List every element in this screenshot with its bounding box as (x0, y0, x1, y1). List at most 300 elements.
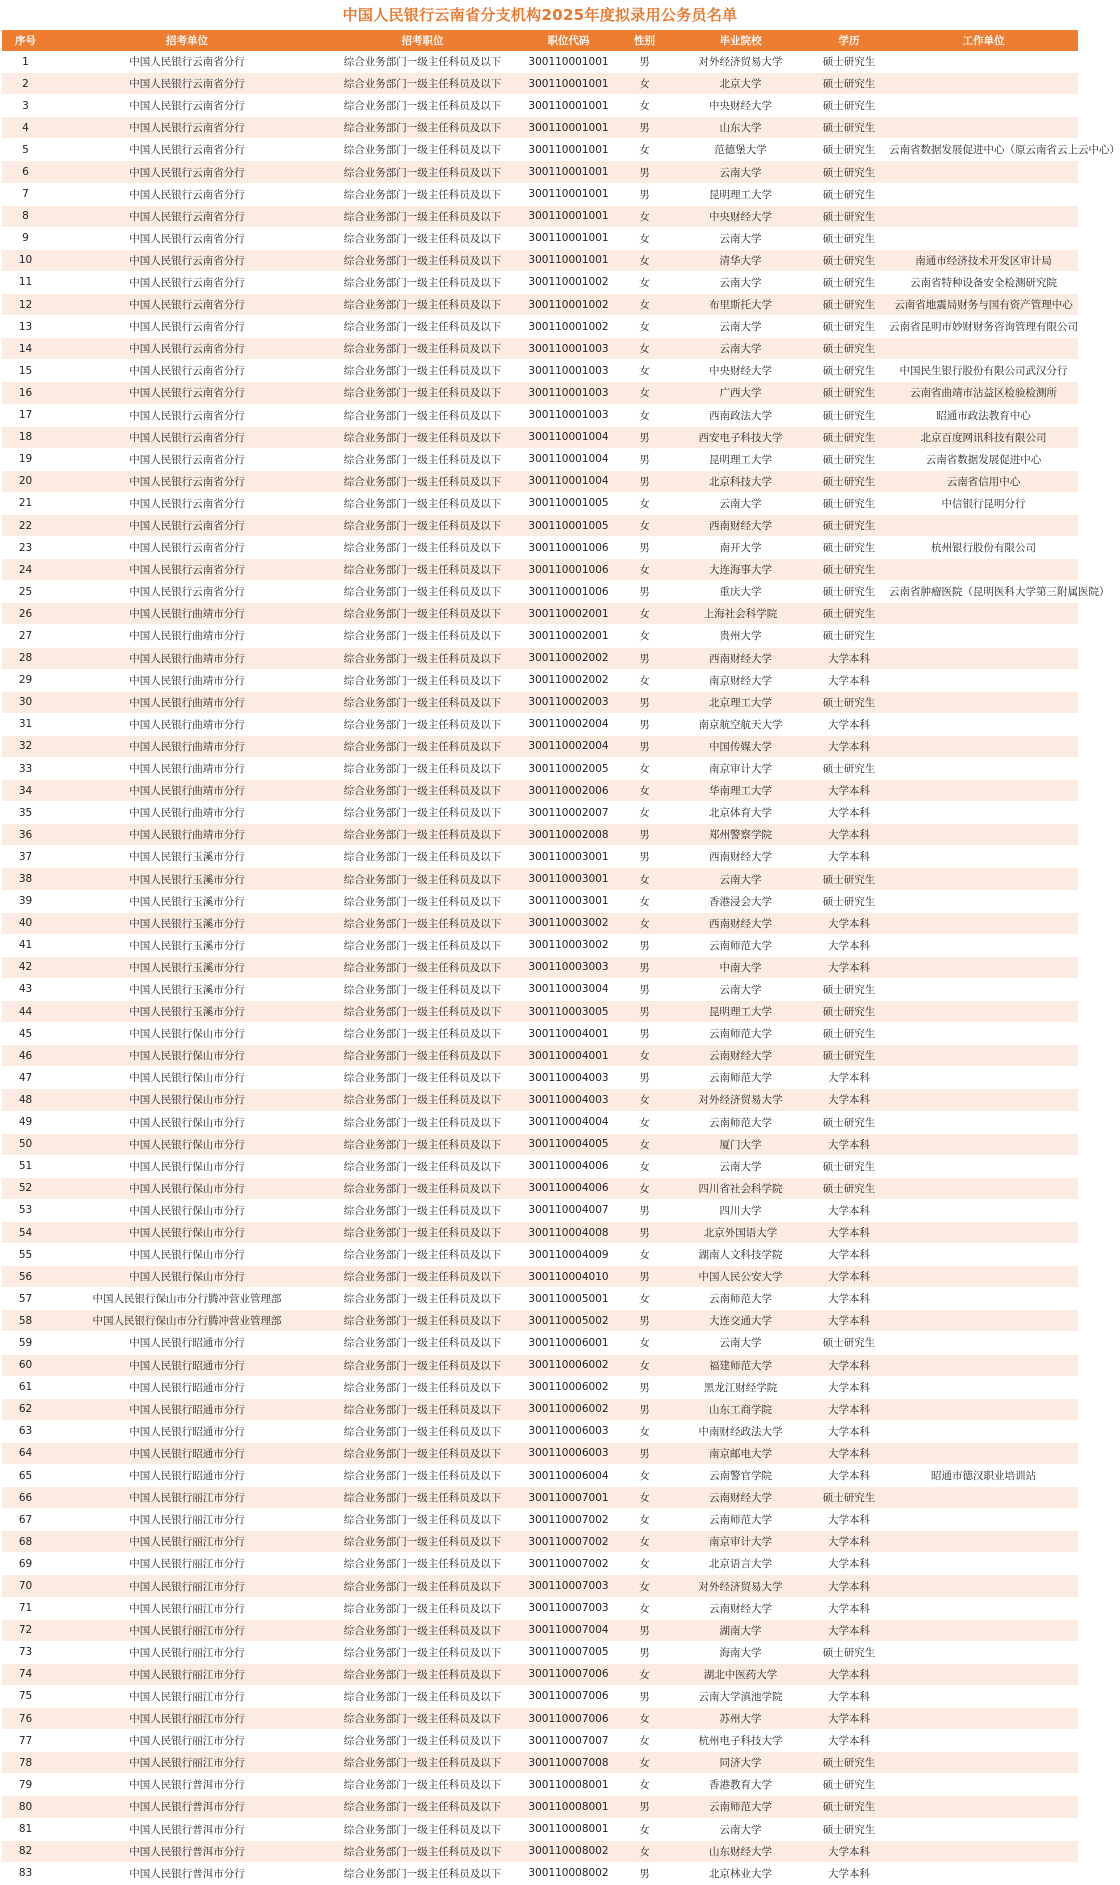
cell-gender: 女 (617, 404, 672, 426)
cell-degree: 大学本科 (809, 1266, 889, 1288)
cell-employer (889, 1177, 1078, 1199)
cell-school: 云南财经大学 (672, 1597, 809, 1619)
table-row (2, 492, 1078, 514)
cell-employer (889, 1089, 1078, 1111)
cell-gender: 女 (617, 1553, 672, 1575)
cell-degree: 大学本科 (809, 802, 889, 824)
cell-index: 2 (2, 73, 49, 95)
cell-gender: 女 (617, 868, 672, 890)
cell-gender: 女 (617, 758, 672, 780)
cell-gender: 男 (617, 846, 672, 868)
cell-position: 综合业务部门一级主任科员及以下 (325, 846, 520, 868)
cell-school: 云南财经大学 (672, 1045, 809, 1067)
cell-code: 300110007008 (520, 1752, 617, 1774)
cell-employer (889, 824, 1078, 846)
cell-position: 综合业务部门一级主任科员及以下 (325, 581, 520, 603)
cell-index: 81 (2, 1818, 49, 1840)
cell-gender: 男 (617, 1023, 672, 1045)
cell-school: 中南财经政法大学 (672, 1420, 809, 1442)
cell-degree: 硕士研究生 (809, 1177, 889, 1199)
cell-code: 300110001001 (520, 139, 617, 161)
cell-gender: 女 (617, 1774, 672, 1796)
cell-code: 300110001005 (520, 492, 617, 514)
cell-unit: 中国人民银行普洱市分行 (49, 1840, 325, 1862)
cell-code: 300110007001 (520, 1487, 617, 1509)
cell-index: 48 (2, 1089, 49, 1111)
table-row (2, 1045, 1078, 1067)
cell-employer (889, 1663, 1078, 1685)
cell-unit: 中国人民银行曲靖市分行 (49, 691, 325, 713)
cell-degree: 硕士研究生 (809, 338, 889, 360)
cell-position: 综合业务部门一级主任科员及以下 (325, 227, 520, 249)
cell-degree: 硕士研究生 (809, 559, 889, 581)
cell-employer (889, 735, 1078, 757)
cell-school: 上海社会科学院 (672, 603, 809, 625)
cell-code: 300110001006 (520, 581, 617, 603)
cell-position: 综合业务部门一级主任科员及以下 (325, 382, 520, 404)
cell-position: 综合业务部门一级主任科员及以下 (325, 1752, 520, 1774)
cell-school: 云南师范大学 (672, 934, 809, 956)
cell-gender: 女 (617, 271, 672, 293)
cell-position: 综合业务部门一级主任科员及以下 (325, 1111, 520, 1133)
table-row (2, 360, 1078, 382)
cell-unit: 中国人民银行云南省分行 (49, 139, 325, 161)
cell-unit: 中国人民银行丽江市分行 (49, 1575, 325, 1597)
cell-position: 综合业务部门一级主任科员及以下 (325, 1796, 520, 1818)
cell-code: 300110001001 (520, 117, 617, 139)
cell-unit: 中国人民银行云南省分行 (49, 360, 325, 382)
cell-employer (889, 978, 1078, 1000)
table-row (2, 1001, 1078, 1023)
cell-unit: 中国人民银行玉溪市分行 (49, 934, 325, 956)
cell-unit: 中国人民银行丽江市分行 (49, 1685, 325, 1707)
cell-code: 300110001001 (520, 161, 617, 183)
cell-employer (889, 1001, 1078, 1023)
cell-position: 综合业务部门一级主任科员及以下 (325, 51, 520, 73)
cell-employer (889, 161, 1078, 183)
cell-code: 300110003001 (520, 868, 617, 890)
cell-code: 300110006002 (520, 1354, 617, 1376)
cell-index: 82 (2, 1840, 49, 1862)
cell-index: 42 (2, 956, 49, 978)
cell-employer (889, 802, 1078, 824)
cell-employer: 昭通市政法教育中心 (889, 404, 1078, 426)
cell-position: 综合业务部门一级主任科员及以下 (325, 912, 520, 934)
cell-position: 综合业务部门一级主任科员及以下 (325, 1067, 520, 1089)
table-row (2, 382, 1078, 404)
cell-school: 福建师范大学 (672, 1354, 809, 1376)
cell-unit: 中国人民银行云南省分行 (49, 537, 325, 559)
cell-position: 综合业务部门一级主任科员及以下 (325, 294, 520, 316)
table-row (2, 1465, 1078, 1487)
cell-unit: 中国人民银行保山市分行 (49, 1199, 325, 1221)
cell-employer (889, 183, 1078, 205)
cell-degree: 大学本科 (809, 824, 889, 846)
cell-unit: 中国人民银行昭通市分行 (49, 1442, 325, 1464)
cell-index: 35 (2, 802, 49, 824)
cell-employer (889, 1045, 1078, 1067)
cell-position: 综合业务部门一级主任科员及以下 (325, 316, 520, 338)
cell-school: 昆明理工大学 (672, 1001, 809, 1023)
cell-position: 综合业务部门一级主任科员及以下 (325, 1509, 520, 1531)
cell-school: 云南师范大学 (672, 1288, 809, 1310)
cell-code: 300110002007 (520, 802, 617, 824)
column-header-unit: 招考单位 (49, 30, 325, 51)
table-row (2, 95, 1078, 117)
cell-degree: 硕士研究生 (809, 294, 889, 316)
cell-index: 36 (2, 824, 49, 846)
cell-school: 云南大学 (672, 492, 809, 514)
cell-gender: 男 (617, 470, 672, 492)
cell-gender: 女 (617, 492, 672, 514)
cell-unit: 中国人民银行云南省分行 (49, 205, 325, 227)
cell-school: 云南师范大学 (672, 1111, 809, 1133)
cell-employer (889, 1487, 1078, 1509)
cell-code: 300110004009 (520, 1244, 617, 1266)
cell-code: 300110008002 (520, 1862, 617, 1884)
cell-code: 300110002004 (520, 713, 617, 735)
cell-code: 300110003003 (520, 956, 617, 978)
cell-index: 30 (2, 691, 49, 713)
cell-code: 300110008002 (520, 1840, 617, 1862)
cell-index: 20 (2, 470, 49, 492)
cell-employer: 南通市经济技术开发区审计局 (889, 249, 1078, 271)
cell-degree: 大学本科 (809, 669, 889, 691)
cell-unit: 中国人民银行昭通市分行 (49, 1398, 325, 1420)
column-header-school: 毕业院校 (672, 30, 809, 51)
cell-unit: 中国人民银行丽江市分行 (49, 1641, 325, 1663)
cell-index: 29 (2, 669, 49, 691)
cell-position: 综合业务部门一级主任科员及以下 (325, 559, 520, 581)
cell-school: 大连海事大学 (672, 559, 809, 581)
cell-employer (889, 1023, 1078, 1045)
cell-position: 综合业务部门一级主任科员及以下 (325, 1442, 520, 1464)
cell-school: 中央财经大学 (672, 360, 809, 382)
cell-position: 综合业务部门一级主任科员及以下 (325, 603, 520, 625)
cell-index: 72 (2, 1619, 49, 1641)
cell-employer (889, 1575, 1078, 1597)
cell-code: 300110001003 (520, 338, 617, 360)
cell-degree: 硕士研究生 (809, 1045, 889, 1067)
cell-gender: 男 (617, 426, 672, 448)
cell-school: 云南大学 (672, 227, 809, 249)
cell-degree: 硕士研究生 (809, 95, 889, 117)
cell-gender: 男 (617, 117, 672, 139)
cell-index: 80 (2, 1796, 49, 1818)
cell-position: 综合业务部门一级主任科员及以下 (325, 1023, 520, 1045)
cell-index: 5 (2, 139, 49, 161)
cell-position: 综合业务部门一级主任科员及以下 (325, 1001, 520, 1023)
cell-school: 北京科技大学 (672, 470, 809, 492)
cell-gender: 男 (617, 537, 672, 559)
cell-school: 布里斯托大学 (672, 294, 809, 316)
cell-index: 69 (2, 1553, 49, 1575)
column-header-position: 招考职位 (325, 30, 520, 51)
cell-index: 50 (2, 1133, 49, 1155)
cell-index: 63 (2, 1420, 49, 1442)
table-row (2, 1332, 1078, 1354)
header-row (2, 30, 1078, 51)
cell-index: 46 (2, 1045, 49, 1067)
cell-gender: 男 (617, 448, 672, 470)
cell-gender: 男 (617, 1442, 672, 1464)
cell-index: 39 (2, 890, 49, 912)
cell-employer (889, 1685, 1078, 1707)
cell-school: 中南大学 (672, 956, 809, 978)
cell-index: 70 (2, 1575, 49, 1597)
table-row (2, 1597, 1078, 1619)
cell-degree: 硕士研究生 (809, 448, 889, 470)
cell-code: 300110004006 (520, 1177, 617, 1199)
cell-gender: 女 (617, 1332, 672, 1354)
cell-school: 北京语言大学 (672, 1553, 809, 1575)
cell-employer (889, 514, 1078, 536)
cell-index: 13 (2, 316, 49, 338)
cell-index: 75 (2, 1685, 49, 1707)
cell-employer (889, 1199, 1078, 1221)
cell-school: 郑州警察学院 (672, 824, 809, 846)
cell-employer (889, 603, 1078, 625)
cell-degree: 硕士研究生 (809, 603, 889, 625)
cell-code: 300110007006 (520, 1685, 617, 1707)
cell-degree: 硕士研究生 (809, 1752, 889, 1774)
cell-employer: 云南省肿瘤医院（昆明医科大学第三附属医院） (889, 581, 1078, 603)
table-row (2, 1376, 1078, 1398)
table-row (2, 559, 1078, 581)
cell-code: 300110002002 (520, 669, 617, 691)
cell-degree: 大学本科 (809, 934, 889, 956)
cell-gender: 女 (617, 1177, 672, 1199)
cell-degree: 硕士研究生 (809, 868, 889, 890)
cell-degree: 硕士研究生 (809, 51, 889, 73)
cell-code: 300110001004 (520, 470, 617, 492)
cell-degree: 硕士研究生 (809, 1111, 889, 1133)
cell-gender: 男 (617, 691, 672, 713)
cell-school: 对外经济贸易大学 (672, 1089, 809, 1111)
table-row (2, 912, 1078, 934)
cell-school: 山东大学 (672, 117, 809, 139)
cell-school: 杭州电子科技大学 (672, 1730, 809, 1752)
cell-position: 综合业务部门一级主任科员及以下 (325, 956, 520, 978)
cell-gender: 男 (617, 1266, 672, 1288)
cell-index: 78 (2, 1752, 49, 1774)
cell-index: 6 (2, 161, 49, 183)
cell-unit: 中国人民银行保山市分行 (49, 1111, 325, 1133)
cell-index: 7 (2, 183, 49, 205)
cell-index: 10 (2, 249, 49, 271)
cell-code: 300110006001 (520, 1332, 617, 1354)
cell-code: 300110001006 (520, 559, 617, 581)
cell-school: 中国人民公安大学 (672, 1266, 809, 1288)
cell-unit: 中国人民银行丽江市分行 (49, 1597, 325, 1619)
cell-unit: 中国人民银行云南省分行 (49, 470, 325, 492)
cell-school: 广西大学 (672, 382, 809, 404)
cell-code: 300110006004 (520, 1465, 617, 1487)
cell-unit: 中国人民银行丽江市分行 (49, 1553, 325, 1575)
cell-code: 300110001001 (520, 183, 617, 205)
cell-code: 300110001003 (520, 382, 617, 404)
cell-position: 综合业务部门一级主任科员及以下 (325, 1045, 520, 1067)
cell-code: 300110007004 (520, 1619, 617, 1641)
cell-code: 300110001002 (520, 316, 617, 338)
cell-employer (889, 713, 1078, 735)
cell-index: 65 (2, 1465, 49, 1487)
table-row (2, 1310, 1078, 1332)
cell-degree: 硕士研究生 (809, 758, 889, 780)
cell-degree: 硕士研究生 (809, 271, 889, 293)
cell-degree: 硕士研究生 (809, 1774, 889, 1796)
cell-school: 云南大学 (672, 868, 809, 890)
cell-code: 300110002001 (520, 603, 617, 625)
cell-degree: 硕士研究生 (809, 1023, 889, 1045)
table-row (2, 713, 1078, 735)
cell-index: 53 (2, 1199, 49, 1221)
cell-unit: 中国人民银行云南省分行 (49, 294, 325, 316)
cell-code: 300110002006 (520, 780, 617, 802)
cell-employer (889, 1420, 1078, 1442)
cell-position: 综合业务部门一级主任科员及以下 (325, 73, 520, 95)
cell-employer (889, 846, 1078, 868)
cell-degree: 硕士研究生 (809, 625, 889, 647)
cell-gender: 女 (617, 316, 672, 338)
cell-position: 综合业务部门一级主任科员及以下 (325, 514, 520, 536)
cell-code: 300110004003 (520, 1067, 617, 1089)
cell-code: 300110004004 (520, 1111, 617, 1133)
cell-unit: 中国人民银行丽江市分行 (49, 1708, 325, 1730)
cell-index: 66 (2, 1487, 49, 1509)
cell-gender: 女 (617, 1708, 672, 1730)
cell-gender: 男 (617, 713, 672, 735)
cell-gender: 女 (617, 1730, 672, 1752)
table-row (2, 1089, 1078, 1111)
cell-employer (889, 1155, 1078, 1177)
cell-employer (889, 1067, 1078, 1089)
cell-gender: 女 (617, 1509, 672, 1531)
cell-school: 黑龙江财经学院 (672, 1376, 809, 1398)
cell-school: 北京林业大学 (672, 1862, 809, 1884)
cell-employer: 云南省数据发展促进中心 (889, 448, 1078, 470)
cell-code: 300110004003 (520, 1089, 617, 1111)
cell-degree: 硕士研究生 (809, 73, 889, 95)
cell-code: 300110004010 (520, 1266, 617, 1288)
cell-code: 300110006003 (520, 1420, 617, 1442)
cell-position: 综合业务部门一级主任科员及以下 (325, 139, 520, 161)
cell-unit: 中国人民银行昭通市分行 (49, 1376, 325, 1398)
cell-degree: 硕士研究生 (809, 227, 889, 249)
cell-unit: 中国人民银行曲靖市分行 (49, 802, 325, 824)
cell-school: 云南师范大学 (672, 1509, 809, 1531)
cell-gender: 女 (617, 294, 672, 316)
cell-employer (889, 1332, 1078, 1354)
cell-position: 综合业务部门一级主任科员及以下 (325, 161, 520, 183)
cell-index: 26 (2, 603, 49, 625)
cell-employer (889, 647, 1078, 669)
cell-gender: 男 (617, 1862, 672, 1884)
cell-school: 南京审计大学 (672, 1531, 809, 1553)
cell-index: 77 (2, 1730, 49, 1752)
cell-school: 云南师范大学 (672, 1796, 809, 1818)
cell-code: 300110002002 (520, 647, 617, 669)
cell-position: 综合业务部门一级主任科员及以下 (325, 713, 520, 735)
cell-employer (889, 1288, 1078, 1310)
cell-code: 300110002004 (520, 735, 617, 757)
cell-position: 综合业务部门一级主任科员及以下 (325, 205, 520, 227)
cell-unit: 中国人民银行曲靖市分行 (49, 669, 325, 691)
cell-gender: 男 (617, 1199, 672, 1221)
cell-school: 香港教育大学 (672, 1774, 809, 1796)
cell-gender: 男 (617, 1376, 672, 1398)
cell-school: 云南财经大学 (672, 1487, 809, 1509)
cell-employer (889, 559, 1078, 581)
cell-index: 51 (2, 1155, 49, 1177)
cell-index: 59 (2, 1332, 49, 1354)
cell-school: 西南财经大学 (672, 846, 809, 868)
cell-school: 西安电子科技大学 (672, 426, 809, 448)
cell-employer (889, 1818, 1078, 1840)
cell-degree: 硕士研究生 (809, 691, 889, 713)
cell-employer (889, 956, 1078, 978)
table-row (2, 846, 1078, 868)
table-row (2, 978, 1078, 1000)
cell-school: 云南大学 (672, 316, 809, 338)
cell-degree: 大学本科 (809, 1708, 889, 1730)
cell-employer (889, 780, 1078, 802)
cell-school: 对外经济贸易大学 (672, 1575, 809, 1597)
cell-position: 综合业务部门一级主任科员及以下 (325, 1420, 520, 1442)
cell-index: 83 (2, 1862, 49, 1884)
cell-code: 300110003005 (520, 1001, 617, 1023)
cell-code: 300110007002 (520, 1531, 617, 1553)
cell-index: 74 (2, 1663, 49, 1685)
cell-code: 300110001001 (520, 205, 617, 227)
cell-code: 300110007002 (520, 1553, 617, 1575)
cell-employer: 云南省地震局财务与国有资产管理中心 (889, 294, 1078, 316)
cell-degree: 硕士研究生 (809, 183, 889, 205)
cell-code: 300110002008 (520, 824, 617, 846)
cell-code: 300110001002 (520, 294, 617, 316)
cell-code: 300110005002 (520, 1310, 617, 1332)
cell-position: 综合业务部门一级主任科员及以下 (325, 360, 520, 382)
cell-index: 41 (2, 934, 49, 956)
cell-code: 300110003001 (520, 890, 617, 912)
cell-school: 对外经济贸易大学 (672, 51, 809, 73)
cell-degree: 硕士研究生 (809, 1796, 889, 1818)
table-row (2, 1774, 1078, 1796)
cell-degree: 硕士研究生 (809, 316, 889, 338)
cell-position: 综合业务部门一级主任科员及以下 (325, 1597, 520, 1619)
cell-position: 综合业务部门一级主任科员及以下 (325, 802, 520, 824)
cell-position: 综合业务部门一级主任科员及以下 (325, 934, 520, 956)
cell-degree: 硕士研究生 (809, 382, 889, 404)
cell-unit: 中国人民银行昭通市分行 (49, 1332, 325, 1354)
cell-unit: 中国人民银行曲靖市分行 (49, 647, 325, 669)
cell-unit: 中国人民银行丽江市分行 (49, 1509, 325, 1531)
cell-school: 云南大学 (672, 1155, 809, 1177)
table-row (2, 890, 1078, 912)
table-row (2, 1244, 1078, 1266)
cell-school: 云南大学 (672, 978, 809, 1000)
cell-degree: 硕士研究生 (809, 360, 889, 382)
cell-employer: 云南省信用中心 (889, 470, 1078, 492)
cell-unit: 中国人民银行昭通市分行 (49, 1465, 325, 1487)
cell-unit: 中国人民银行曲靖市分行 (49, 735, 325, 757)
cell-code: 300110003001 (520, 846, 617, 868)
cell-position: 综合业务部门一级主任科员及以下 (325, 183, 520, 205)
table-row (2, 1663, 1078, 1685)
cell-index: 3 (2, 95, 49, 117)
table-row (2, 1221, 1078, 1243)
cell-gender: 男 (617, 581, 672, 603)
